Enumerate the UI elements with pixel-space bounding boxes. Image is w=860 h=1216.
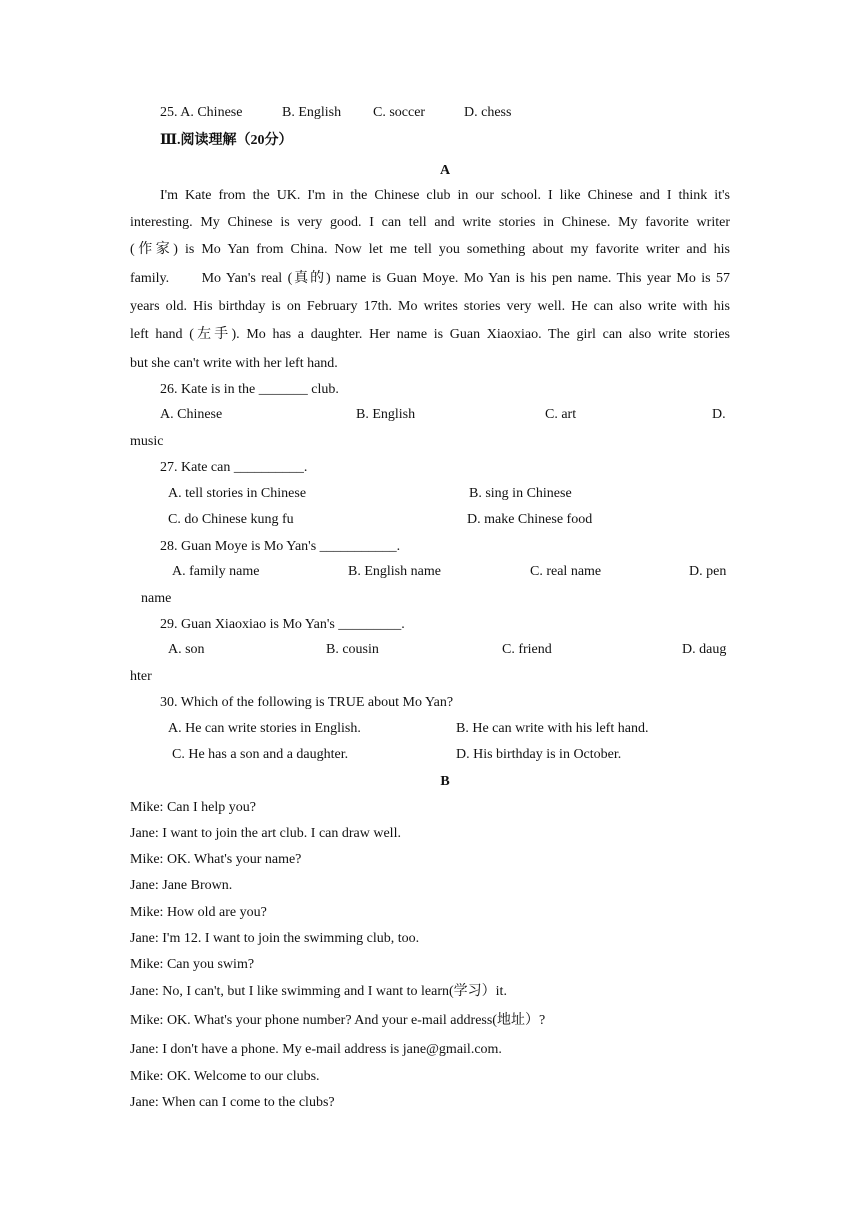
q25-option-b: B. English: [282, 105, 342, 120]
option-c: C. friend: [502, 642, 552, 657]
option-a: A. tell stories in Chinese: [168, 486, 307, 501]
option-a: A. He can write stories in English.: [168, 721, 361, 736]
section-header: Ⅲ.阅读理解（20分）: [160, 133, 293, 148]
option-d-wrap: hter: [130, 669, 152, 684]
question-stem: 29. Guan Xiaoxiao is Mo Yan's _________.: [160, 617, 405, 632]
dialogue-line: Mike: OK. What's your phone number? And your e-mail address(地址）?: [130, 1013, 546, 1028]
dialogue-line: Jane: I don't have a phone. My e-mail address is jane@gmail.com.: [130, 1042, 502, 1057]
question-stem: 27. Kate can __________.: [160, 460, 308, 475]
dialogue-line: Jane: When can I come to the clubs?: [130, 1095, 335, 1110]
passage-line: but she can't write with her left hand.: [130, 356, 338, 371]
option-d-wrap: name: [141, 591, 172, 606]
option-d: D.: [712, 407, 726, 422]
dialogue-line: Jane: No, I can't, but I like swimming and I want to learn(学习）it.: [130, 984, 507, 999]
passage-line: years old. His birthday is on February 17th. Mo writes stories very well. He can also write with his: [130, 299, 730, 314]
option-c: C. art: [545, 407, 577, 422]
option-b: B. cousin: [326, 642, 379, 657]
option-a: A. Chinese: [160, 407, 223, 422]
part-b-heading: B: [440, 774, 450, 789]
question-stem: 28. Guan Moye is Mo Yan's ___________.: [160, 539, 401, 554]
question-stem: 30. Which of the following is TRUE about Mo Yan?: [160, 695, 454, 710]
dialogue-line: Jane: I'm 12. I want to join the swimming club, too.: [130, 931, 420, 946]
dialogue-line: Jane: I want to join the art club. I can draw well.: [130, 826, 401, 841]
dialogue-line: Mike: OK. What's your name?: [130, 852, 302, 867]
q25-option-d: D. chess: [464, 105, 512, 120]
option-d: D. pen: [689, 564, 727, 579]
dialogue-line: Mike: How old are you?: [130, 905, 267, 920]
option-d: D. daug: [682, 642, 727, 657]
option-b: B. English name: [348, 564, 441, 579]
option-c: C. do Chinese kung fu: [168, 512, 294, 527]
option-c: C. real name: [530, 564, 602, 579]
option-d: D. His birthday is in October.: [456, 747, 622, 762]
passage-line: I'm Kate from the UK. I'm in the Chinese club in our school. I like Chinese and I think it's: [160, 188, 730, 203]
option-a: A. son: [168, 642, 205, 657]
option-d-wrap: music: [130, 434, 164, 449]
question-stem: 26. Kate is in the _______ club.: [160, 382, 339, 397]
options-row: [0, 642, 860, 660]
dialogue-line: Mike: OK. Welcome to our clubs.: [130, 1069, 320, 1084]
options-row: [0, 564, 860, 582]
option-b: B. He can write with his left hand.: [456, 721, 649, 736]
options-row: [0, 407, 860, 425]
q25-option-a: 25. A. Chinese: [160, 105, 243, 120]
part-a-heading: A: [439, 163, 451, 178]
option-c: C. He has a son and a daughter.: [172, 747, 349, 762]
dialogue-line: Jane: Jane Brown.: [130, 878, 233, 893]
passage-line: (作家) is Mo Yan from China. Now let me tell you something about my favorite writer and his: [130, 242, 730, 257]
dialogue-line: Mike: Can you swim?: [130, 957, 255, 972]
option-b: B. English: [356, 407, 416, 422]
passage-line: interesting. My Chinese is very good. I can tell and write stories in Chinese. My favorite writer: [130, 215, 730, 230]
passage-line: left hand (左手). Mo has a daughter. Her name is Guan Xiaoxiao. The girl can also write stories: [130, 327, 730, 342]
dialogue-line: Mike: Can I help you?: [130, 800, 256, 815]
q25-option-c: C. soccer: [373, 105, 426, 120]
option-b: B. sing in Chinese: [469, 486, 572, 501]
option-a: A. family name: [172, 564, 260, 579]
option-d: D. make Chinese food: [467, 512, 593, 527]
passage-line: family. Mo Yan's real (真的) name is Guan Moye. Mo Yan is his pen name. This year Mo is 57: [130, 271, 730, 286]
